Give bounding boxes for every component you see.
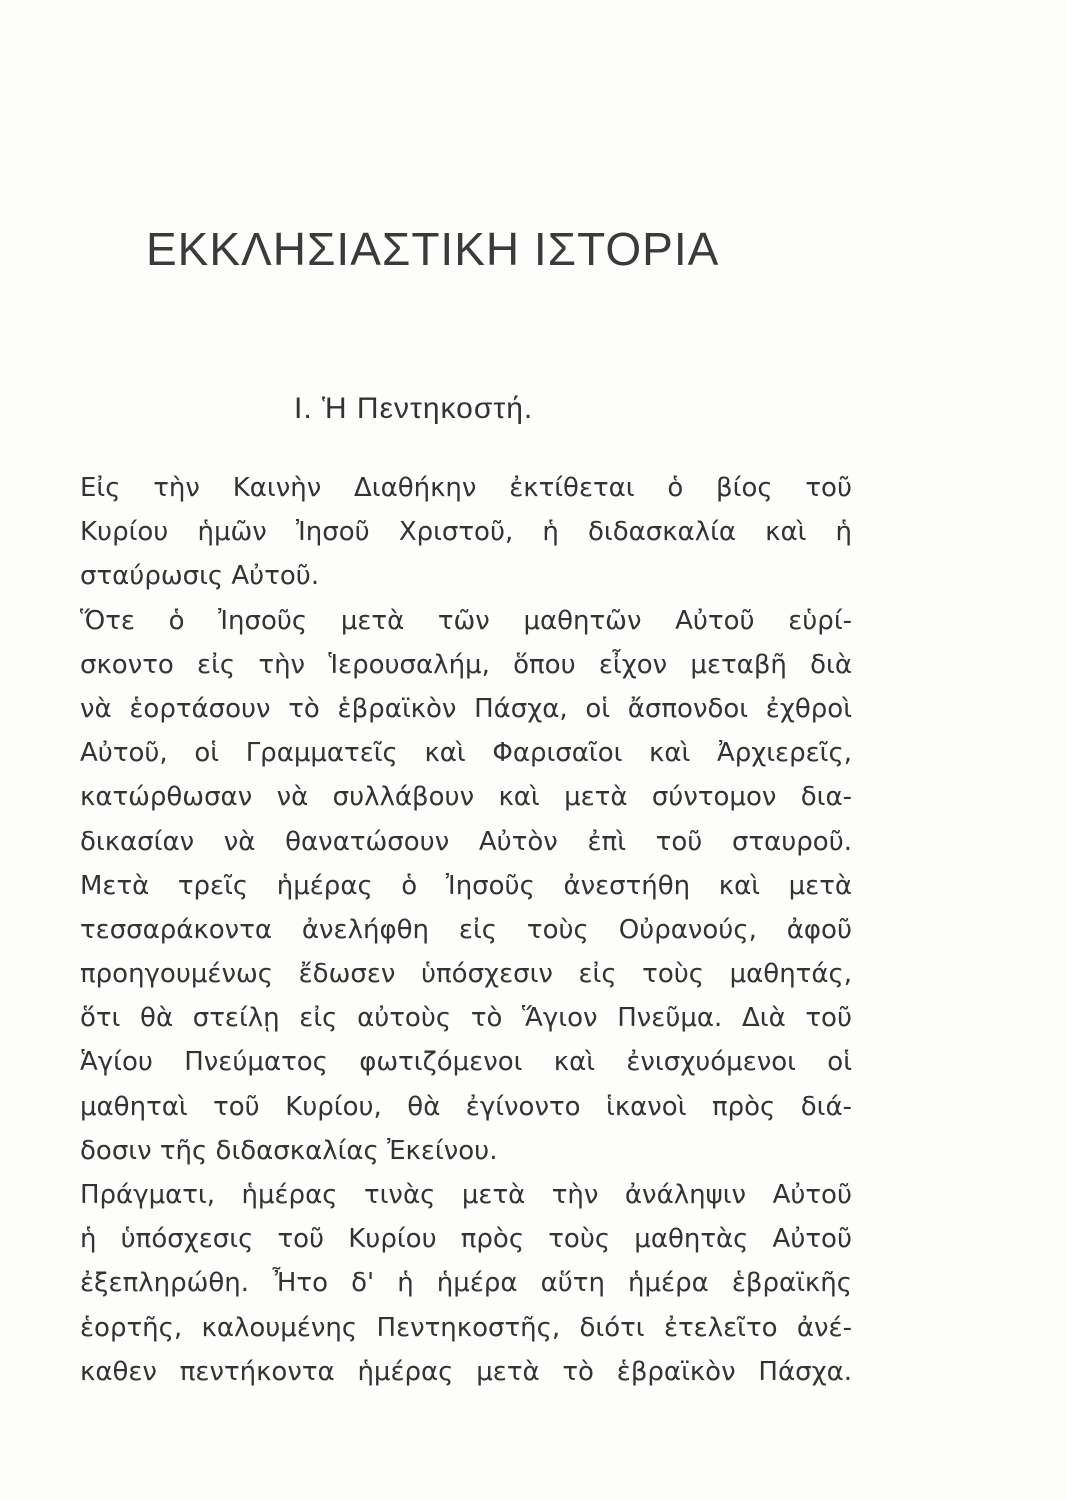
text-line: τεσσαράκοντα ἀνελήφθη εἰς τοὺς Οὐρανούς, ἀφοῦ [80, 914, 852, 945]
text-line: νὰ ἑορτάσουν τὸ ἑβραϊκὸν Πάσχα, οἱ ἄσπονδοι ἐχθροὶ [80, 693, 852, 724]
text-line: σκοντο εἰς τὴν Ἱερουσαλήμ, ὅπου εἶχον μεταβῆ διὰ [80, 649, 852, 680]
text-line: καθεν πεντήκοντα ἡμέρας μετὰ τὸ ἑβραϊκὸν Πάσχα. [80, 1356, 852, 1387]
chapter-heading: Ι. Ἡ Πεντηκοστή. [294, 392, 534, 425]
text-line: Πράγματι, ἡμέρας τινὰς μετὰ τὴν ἀνάληψιν Αὐτοῦ [80, 1180, 852, 1210]
text-line: ἡ ὑπόσχεσις τοῦ Κυρίου πρὸς τοὺς μαθητὰς Αὐτοῦ [80, 1224, 852, 1255]
text-line: ἐξεπληρώθη. Ἦτο δ' ἡ ἡμέρα αὕτη ἡμέρα ἑβραϊκῆς [80, 1268, 852, 1299]
text-line: δοσιν τῆς διδασκαλίας Ἐκείνου. [80, 1135, 498, 1166]
text-line: προηγουμένως ἔδωσεν ὑπόσχεσιν εἰς τοὺς μαθητάς, [80, 959, 852, 990]
text-line: Αὐτοῦ, οἱ Γραμματεῖς καὶ Φαρισαῖοι καὶ Ἀρχιερεῖς, [80, 738, 852, 769]
text-line: Εἰς τὴν Καινὴν Διαθήκην ἐκτίθεται ὁ βίος τοῦ [80, 473, 852, 503]
book-title: ΕΚΚΛΗΣΙΑΣΤΙΚΗ ΙΣΤΟΡΙΑ [146, 223, 720, 275]
text-line: Ὅτε ὁ Ἰησοῦς μετὰ τῶν μαθητῶν Αὐτοῦ εὑρί- [80, 605, 852, 636]
text-line: Κυρίου ἡμῶν Ἰησοῦ Χριστοῦ, ἡ διδασκαλία καὶ ἡ [80, 517, 852, 548]
text-line: κατώρθωσαν νὰ συλλάβουν καὶ μετὰ σύντομον δια- [80, 782, 852, 813]
text-line: Ἁγίου Πνεύματος φωτιζόμενοι καὶ ἐνισχυόμενοι οἱ [80, 1047, 852, 1078]
text-line: δικασίαν νὰ θανατώσουν Αὐτὸν ἐπὶ τοῦ σταυροῦ. [80, 826, 852, 857]
text-line: ἑορτῆς, καλουμένης Πεντηκοστῆς, διότι ἐτελεῖτο ἀνέ- [80, 1312, 852, 1343]
text-line: ὅτι θὰ στείλῃ εἰς αὐτοὺς τὸ Ἅγιον Πνεῦμα. Διὰ τοῦ [80, 1003, 852, 1034]
text-line: σταύρωσις Αὐτοῦ. [80, 561, 320, 592]
text-body [80, 466, 852, 1394]
text-line: Μετὰ τρεῖς ἡμέρας ὁ Ἰησοῦς ἀνεστήθη καὶ μετὰ [80, 870, 852, 901]
text-line: μαθηταὶ τοῦ Κυρίου, θὰ ἐγίνοντο ἱκανοὶ πρὸς διά- [80, 1091, 852, 1122]
